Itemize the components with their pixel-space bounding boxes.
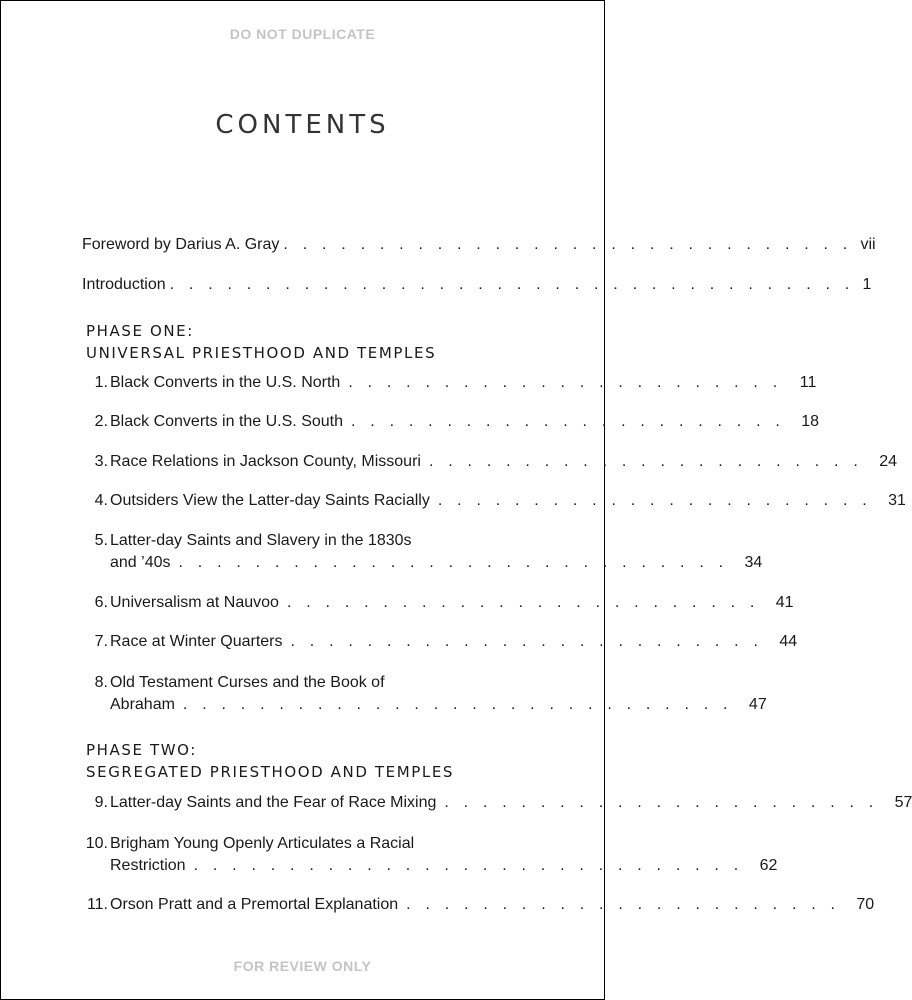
chapter-page: 18 (801, 413, 820, 430)
phase-title: UNIVERSAL PRIESTHOOD AND TEMPLES (86, 344, 437, 362)
chapter-number: 1. (94, 374, 108, 391)
leader-dots: . . . . . . . . . . . . . . . . . . . . . . . (444, 794, 879, 811)
toc-chapter-9[interactable] (82, 792, 912, 814)
chapter-title: Race Relations in Jackson County, Missouri (110, 453, 421, 470)
chapter-title: Latter-day Saints and the Fear of Race Mixing (110, 794, 437, 811)
toc-chapter-8[interactable] (82, 672, 767, 716)
toc-entry-introduction[interactable] (82, 274, 872, 296)
chapter-page: 34 (744, 554, 763, 571)
leader-dots: . . . . . . . . . . . . . . . . . . . . . . . . . . . . . . (283, 236, 853, 253)
chapter-number: 6. (94, 594, 108, 611)
leader-dots: . . . . . . . . . . . . . . . . . . . . . . . (428, 453, 863, 470)
chapter-number: 7. (94, 633, 108, 650)
chapter-title-cont: Abraham (110, 696, 175, 713)
chapter-number: 11. (86, 896, 108, 913)
toc-chapter-7[interactable] (82, 631, 798, 653)
chapter-number: 2. (94, 413, 108, 430)
chapter-title-cont: and ’40s (110, 554, 171, 571)
leader-dots: . . . . . . . . . . . . . . . . . . . . . . . . . . . . . (182, 696, 733, 713)
toc-chapter-3[interactable] (82, 451, 897, 473)
chapter-number: 9. (94, 794, 108, 811)
chapter-page: 57 (894, 794, 912, 811)
leader-dots: . . . . . . . . . . . . . . . . . . . . . . . . . . . . . (178, 554, 729, 571)
leader-dots: . . . . . . . . . . . . . . . . . . . . . . . . . (290, 633, 764, 650)
page-title: CONTENTS (215, 110, 390, 140)
phase-label: PHASE TWO: (86, 741, 197, 759)
chapter-title: Orson Pratt and a Premortal Explanation (110, 896, 399, 913)
chapter-title: Universalism at Nauvoo (110, 594, 279, 611)
chapter-number: 10. (85, 835, 108, 852)
watermark-top: DO NOT DUPLICATE (229, 26, 376, 42)
phase-title: SEGREGATED PRIESTHOOD AND TEMPLES (86, 763, 455, 781)
chapter-number: 4. (94, 492, 108, 509)
leader-dots: . . . . . . . . . . . . . . . . . . . . . . . . . (286, 594, 760, 611)
chapter-page: 62 (759, 857, 778, 874)
chapter-page: 11 (799, 374, 817, 391)
chapter-page: 44 (779, 633, 798, 650)
chapter-title: Race at Winter Quarters (110, 633, 283, 650)
chapter-title: Brigham Young Openly Articulates a Racial (110, 835, 415, 852)
phase-two-heading (86, 739, 454, 783)
chapter-page: 31 (888, 492, 906, 509)
chapter-title: Outsiders View the Latter-day Saints Racially (110, 492, 430, 509)
toc-entry-foreword[interactable] (82, 234, 876, 256)
chapter-title: Black Converts in the U.S. North (110, 374, 341, 391)
leader-dots: . . . . . . . . . . . . . . . . . . . . . . . (348, 374, 783, 391)
entry-label: Introduction (82, 276, 166, 293)
toc-chapter-11[interactable] (82, 894, 875, 916)
toc-chapter-4[interactable] (82, 490, 906, 512)
chapter-page: 41 (775, 594, 794, 611)
chapter-title-cont: Restriction (110, 857, 186, 874)
leader-dots: . . . . . . . . . . . . . . . . . . . . . . . (437, 492, 872, 509)
chapter-title: Latter-day Saints and Slavery in the 1830s (110, 532, 412, 549)
watermark-bottom: FOR REVIEW ONLY (233, 958, 372, 974)
toc-chapter-6[interactable] (82, 592, 794, 614)
chapter-title: Old Testament Curses and the Book of (110, 674, 385, 691)
leader-dots: . . . . . . . . . . . . . . . . . . . . . . . (351, 413, 786, 430)
chapter-page: 24 (879, 453, 897, 470)
leader-dots: . . . . . . . . . . . . . . . . . . . . . . . (406, 896, 841, 913)
chapter-page: 70 (856, 896, 875, 913)
leader-dots: . . . . . . . . . . . . . . . . . . . . . . . . . . . . . . . . . . . . (169, 276, 855, 293)
chapter-number: 5. (94, 532, 108, 549)
toc-chapter-10[interactable] (82, 833, 778, 877)
chapter-number: 3. (94, 453, 108, 470)
chapter-number: 8. (94, 674, 108, 691)
chapter-title: Black Converts in the U.S. South (110, 413, 343, 430)
entry-page: 1 (862, 276, 872, 293)
toc-chapter-1[interactable] (82, 372, 817, 394)
phase-label: PHASE ONE: (86, 322, 194, 340)
entry-label: Foreword by Darius A. Gray (82, 236, 280, 253)
toc-chapter-2[interactable] (82, 411, 820, 433)
leader-dots: . . . . . . . . . . . . . . . . . . . . . . . . . . . . . (193, 857, 744, 874)
phase-one-heading (86, 320, 436, 364)
entry-page: vii (860, 236, 876, 253)
chapter-page: 47 (748, 696, 767, 713)
toc-chapter-5[interactable] (82, 530, 763, 574)
